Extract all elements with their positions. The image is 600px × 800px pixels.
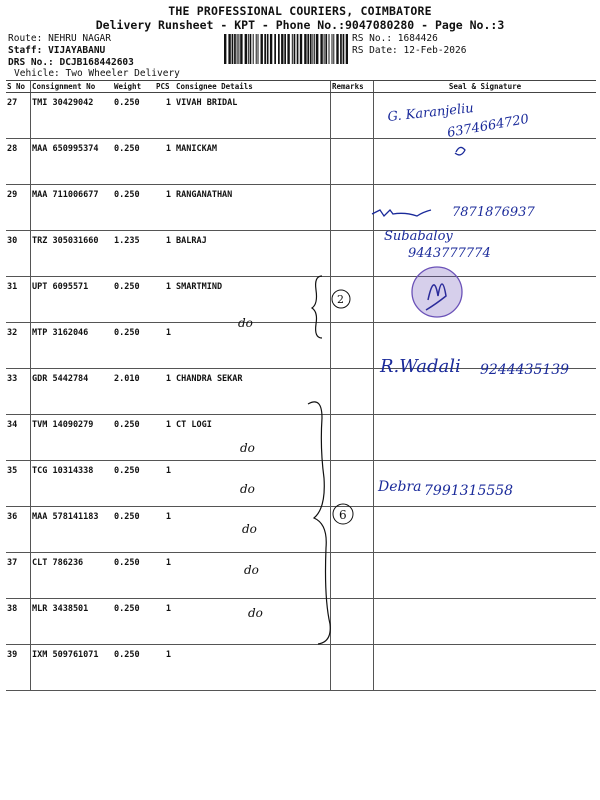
- cell-weight: 0.250: [113, 93, 155, 139]
- cell-consignee: [175, 507, 331, 553]
- barcode-bar: [320, 34, 322, 64]
- cell-pcs: 1: [155, 231, 175, 277]
- barcode-bar: [264, 34, 266, 64]
- barcode-bar: [224, 34, 226, 64]
- cell-seal-signature: [374, 93, 597, 139]
- cell-sno: 36: [6, 507, 31, 553]
- cell-consignment-no: TVM 14090279: [31, 415, 114, 461]
- company-name: THE PROFESSIONAL COURIERS, COIMBATORE: [168, 4, 432, 18]
- cell-pcs: 1: [155, 139, 175, 185]
- table-row: [6, 369, 596, 415]
- barcode-bar: [310, 34, 312, 64]
- barcode-bar: [237, 34, 238, 64]
- table-row: [6, 277, 596, 323]
- cell-seal-signature: [374, 323, 597, 369]
- cell-weight: 0.250: [113, 553, 155, 599]
- cell-consignee: SMARTMIND: [175, 277, 331, 323]
- col-consignee: Consignee Details: [175, 81, 331, 93]
- cell-seal-signature: [374, 645, 597, 691]
- barcode-bar: [329, 34, 330, 64]
- ditto-38: do: [244, 563, 259, 577]
- cell-pcs: 1: [155, 599, 175, 645]
- drs-value: DCJB168442603: [59, 57, 134, 68]
- barcode-bar: [304, 34, 306, 64]
- signature-27-phone: 6374664720: [446, 111, 531, 141]
- cell-remarks: [331, 369, 374, 415]
- cell-seal-signature: [374, 231, 597, 277]
- barcode-bar: [228, 34, 230, 64]
- barcode-bar: [256, 34, 257, 64]
- cell-remarks: [331, 599, 374, 645]
- barcode-bar: [333, 34, 334, 64]
- cell-weight: 0.250: [113, 599, 155, 645]
- cell-weight: 0.250: [113, 461, 155, 507]
- cell-pcs: 1: [155, 461, 175, 507]
- barcode-bar: [343, 34, 345, 64]
- barcode-bar: [300, 34, 302, 64]
- table-header-row: [6, 81, 596, 93]
- cell-consignment-no: MAA 650995374: [31, 139, 114, 185]
- table-row: [6, 93, 596, 139]
- cell-consignee: [175, 553, 331, 599]
- cell-sno: 35: [6, 461, 31, 507]
- col-consignment: Consignment No: [31, 81, 114, 93]
- cell-seal-signature: [374, 415, 597, 461]
- cell-weight: 0.250: [113, 185, 155, 231]
- cell-remarks: [331, 139, 374, 185]
- cell-sno: 38: [6, 599, 31, 645]
- cell-weight: 2.010: [113, 369, 155, 415]
- table-row: [6, 139, 596, 185]
- ditto-37: do: [242, 522, 257, 536]
- ditto-36: do: [240, 482, 255, 496]
- barcode-bar: [332, 34, 333, 64]
- barcode-bar: [253, 34, 254, 64]
- cell-consignment-no: TMI 30429042: [31, 93, 114, 139]
- signature-27-name: G. Karanjeliu: [386, 101, 475, 125]
- cell-sno: 33: [6, 369, 31, 415]
- cell-seal-signature: [374, 507, 597, 553]
- signature-33-phone: 9244435139: [480, 362, 570, 378]
- barcode-bar: [250, 34, 252, 64]
- cell-remarks: [331, 461, 374, 507]
- cell-sno: 30: [6, 231, 31, 277]
- barcode: [224, 34, 348, 64]
- cell-pcs: 1: [155, 93, 175, 139]
- barcode-bar: [261, 34, 263, 64]
- ditto-32: do: [238, 316, 253, 330]
- signature-30-phone: 7871876937: [452, 205, 535, 220]
- cell-remarks: [331, 323, 374, 369]
- cell-pcs: 1: [155, 369, 175, 415]
- cell-pcs: 1: [155, 507, 175, 553]
- cell-seal-signature: [374, 185, 597, 231]
- col-seal: Seal & Signature: [374, 81, 597, 93]
- cell-consignee: [175, 461, 331, 507]
- barcode-bar: [248, 34, 249, 64]
- cell-consignee: [175, 599, 331, 645]
- signature-30-name: Subabaloy: [384, 229, 453, 244]
- cell-consignment-no: TRZ 305031660: [31, 231, 114, 277]
- cell-consignment-no: MLR 3438501: [31, 599, 114, 645]
- count-bottom: 6: [339, 508, 347, 522]
- cell-consignee: VIVAH BRIDAL: [175, 93, 331, 139]
- barcode-bar: [284, 34, 286, 64]
- drs-line: DRS No.: DCJB168442603: [8, 57, 134, 68]
- cell-sno: 27: [6, 93, 31, 139]
- signature-36-name: Debra: [378, 479, 422, 495]
- table-row: [6, 415, 596, 461]
- runsheet-title: Delivery Runsheet - KPT - Phone No.:9047080280 - Page No.:3: [95, 18, 505, 32]
- ditto-39: do: [248, 606, 263, 620]
- cell-seal-signature: [374, 599, 597, 645]
- cell-consignment-no: CLT 786236: [31, 553, 114, 599]
- cell-consignee: [175, 645, 331, 691]
- cell-weight: 0.250: [113, 323, 155, 369]
- cell-remarks: [331, 553, 374, 599]
- cell-weight: 0.250: [113, 507, 155, 553]
- table-row: [6, 461, 596, 507]
- table-row: [6, 599, 596, 645]
- signature-30-phone2: 9443777774: [408, 246, 491, 261]
- barcode-bar: [316, 34, 318, 64]
- cell-seal-signature: [374, 553, 597, 599]
- rs-number: RS No.: 1684426: [352, 33, 438, 44]
- col-weight: Weight: [113, 81, 155, 93]
- barcode-bar: [314, 34, 315, 64]
- cell-consignee: CT LOGI: [175, 415, 331, 461]
- cell-weight: 0.250: [113, 139, 155, 185]
- cell-consignee: MANICKAM: [175, 139, 331, 185]
- barcode-bar: [258, 34, 259, 64]
- cell-consignee: BALRAJ: [175, 231, 331, 277]
- barcode-bar: [292, 34, 293, 64]
- barcode-bar: [278, 34, 280, 64]
- barcode-bar: [270, 34, 272, 64]
- cell-consignment-no: GDR 5442784: [31, 369, 114, 415]
- cell-consignment-no: UPT 6095571: [31, 277, 114, 323]
- cell-consignment-no: MAA 711006677: [31, 185, 114, 231]
- barcode-bar: [238, 34, 239, 64]
- signature-33-name: R.Wadali: [380, 356, 461, 377]
- cell-remarks: [331, 415, 374, 461]
- barcode-bar: [325, 34, 327, 64]
- cell-weight: 0.250: [113, 277, 155, 323]
- cell-sno: 39: [6, 645, 31, 691]
- cell-seal-signature: [374, 139, 597, 185]
- cell-sno: 31: [6, 277, 31, 323]
- barcode-bar: [324, 34, 325, 64]
- signature-36-phone: 7991315558: [424, 483, 514, 499]
- cell-consignee: [175, 323, 331, 369]
- cell-remarks: [331, 507, 374, 553]
- cell-consignment-no: TCG 10314338: [31, 461, 114, 507]
- table-row: [6, 645, 596, 691]
- ditto-35: do: [240, 441, 255, 455]
- cell-consignee: CHANDRA SEKAR: [175, 369, 331, 415]
- cell-sno: 29: [6, 185, 31, 231]
- route-value: NEHRU NAGAR: [48, 33, 111, 44]
- cell-consignment-no: MTP 3162046: [31, 323, 114, 369]
- rs-date: RS Date: 12-Feb-2026: [352, 45, 467, 56]
- vehicle-value: Two Wheeler Delivery: [65, 68, 180, 79]
- cell-consignment-no: IXM 509761071: [31, 645, 114, 691]
- cell-seal-signature: [374, 277, 597, 323]
- barcode-bar: [297, 34, 299, 64]
- table-row: [6, 185, 596, 231]
- cell-remarks: [331, 277, 374, 323]
- barcode-bar: [346, 34, 348, 64]
- col-sno: S No: [6, 81, 31, 93]
- count-top: 2: [337, 293, 344, 306]
- staff-line: Staff: VIJAYABANU: [8, 45, 106, 56]
- barcode-bar: [312, 34, 313, 64]
- barcode-bar: [267, 34, 269, 64]
- cell-pcs: 1: [155, 415, 175, 461]
- barcode-bar: [287, 34, 289, 64]
- barcode-bar: [245, 34, 247, 64]
- cell-pcs: 1: [155, 553, 175, 599]
- table-row: [6, 553, 596, 599]
- cell-pcs: 1: [155, 277, 175, 323]
- col-remarks: Remarks: [331, 81, 374, 93]
- cell-remarks: [331, 645, 374, 691]
- cell-pcs: 1: [155, 185, 175, 231]
- cell-sno: 28: [6, 139, 31, 185]
- route-line: Route: NEHRU NAGAR: [8, 33, 111, 44]
- cell-remarks: [331, 185, 374, 231]
- cell-weight: 0.250: [113, 415, 155, 461]
- col-pcs: PCS: [155, 81, 175, 93]
- cell-pcs: 1: [155, 323, 175, 369]
- cell-pcs: 1: [155, 645, 175, 691]
- barcode-bar: [240, 34, 242, 64]
- barcode-bar: [340, 34, 342, 64]
- barcode-bar: [281, 34, 283, 64]
- barcode-bar: [234, 34, 236, 64]
- staff-value: VIJAYABANU: [48, 45, 106, 56]
- cell-remarks: [331, 93, 374, 139]
- cell-sno: 32: [6, 323, 31, 369]
- table-row: [6, 231, 596, 277]
- runsheet-table: [6, 80, 596, 691]
- cell-consignment-no: MAA 578141183: [31, 507, 114, 553]
- cell-weight: 0.250: [113, 645, 155, 691]
- barcode-bar: [336, 34, 338, 64]
- barcode-bar: [274, 34, 276, 64]
- cell-seal-signature: [374, 369, 597, 415]
- vehicle-line: Vehicle: Two Wheeler Delivery: [14, 68, 180, 79]
- table-row: [6, 507, 596, 553]
- barcode-bar: [307, 34, 309, 64]
- table-row: [6, 323, 596, 369]
- cell-sno: 34: [6, 415, 31, 461]
- cell-consignee: RANGANATHAN: [175, 185, 331, 231]
- barcode-bar: [232, 34, 234, 64]
- cell-weight: 1.235: [113, 231, 155, 277]
- cell-sno: 37: [6, 553, 31, 599]
- barcode-bar: [294, 34, 296, 64]
- cell-seal-signature: [374, 461, 597, 507]
- cell-remarks: [331, 231, 374, 277]
